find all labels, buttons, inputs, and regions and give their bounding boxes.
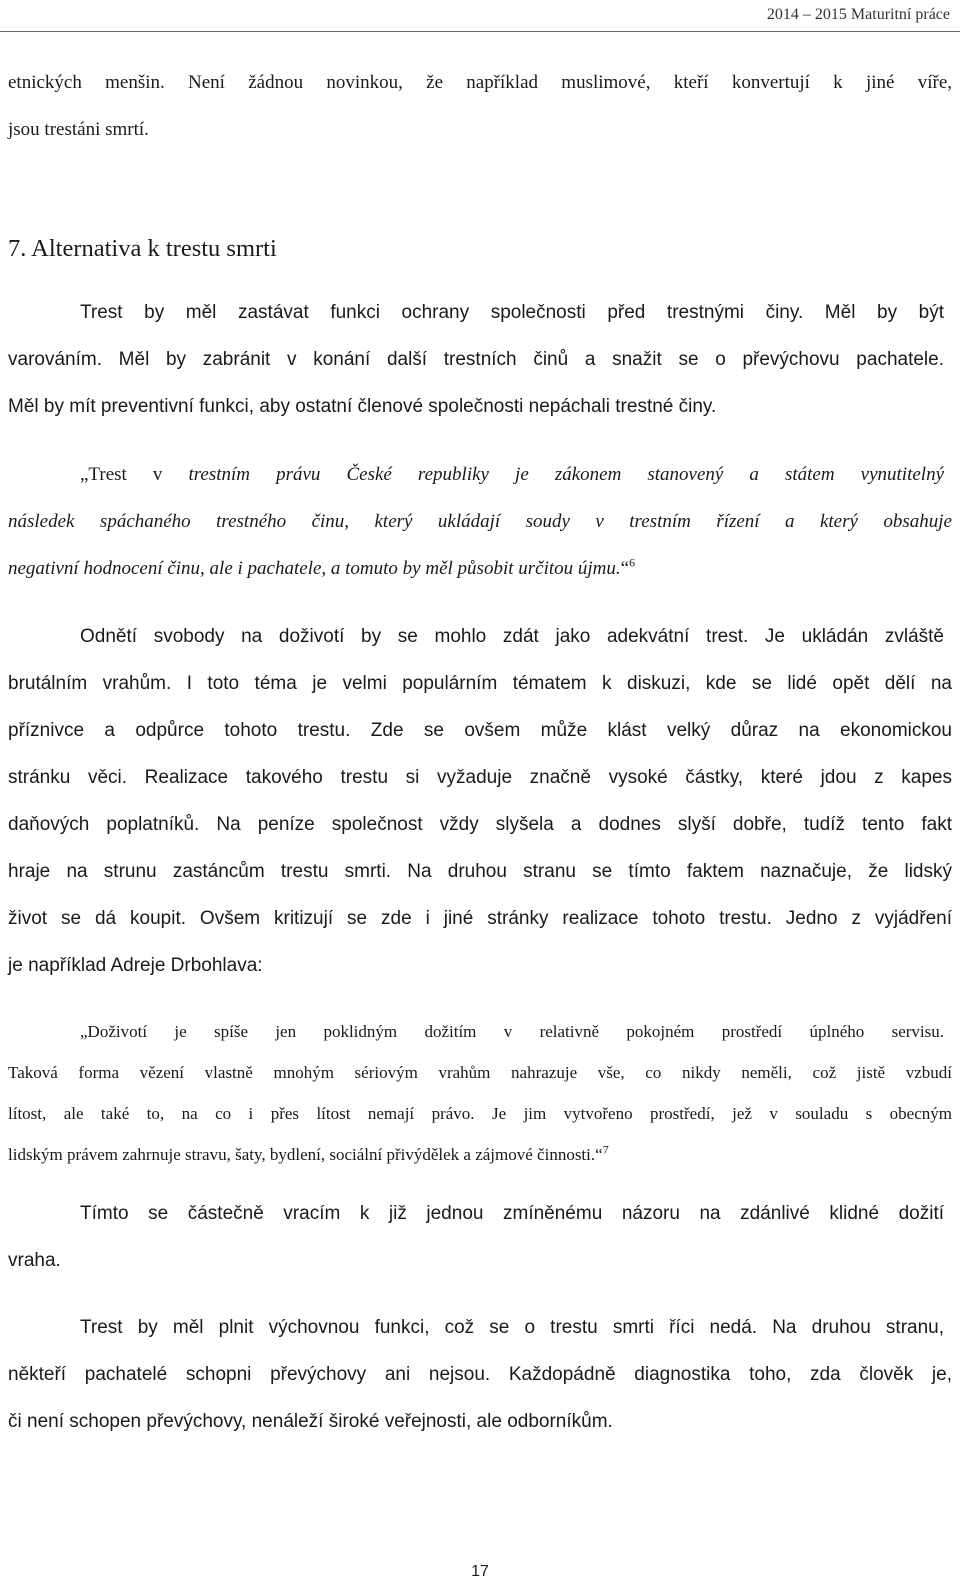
quote-line: negativní hodnocení činu, ale i pachatele, a tomuto by měl působit určitou újmu.“$^6$ — [8, 555, 636, 579]
text-line: hraje na strunu zastáncům trestu smrti. Na druhou stranu se tímto faktem naznačuje, že lidský — [8, 861, 952, 882]
text-line: Trest by měl zastávat funkci ochrany společnosti před trestnými činy. Měl by být — [80, 302, 944, 323]
text-line: Měl by mít preventivní funkci, aby ostatní členové společnosti nepáchali trestné činy. — [8, 396, 717, 417]
text-line: brutálním vrahům. I toto téma je velmi populárním tématem k diskuzi, kde se lidé opět dělí na — [8, 673, 952, 694]
quote-line: „Doživotí je spíše jen poklidným dožitím v relativně pokojném prostředí úplného servisu. — [80, 1022, 944, 1041]
footnote-marker: 6 — [629, 555, 636, 570]
text-line: život se dá koupit. Ovšem kritizují se zde i jiné stránky realizace tohoto trestu. Jedno z vyjádření — [8, 908, 952, 929]
text-line: jsou trestáni smrtí. — [8, 119, 149, 140]
quote-line: následek spáchaného trestného činu, který ukládají soudy v trestním řízení a který obsahuje — [8, 511, 952, 532]
page-number: 17 — [471, 1563, 489, 1580]
text-line: vraha. — [8, 1250, 61, 1271]
text-line: či není schopen převýchovy, nenáleží široké veřejnosti, ale odborníkům. — [8, 1411, 613, 1432]
text-line: někteří pachatelé schopni převýchovy ani nejsou. Každopádně diagnostika toho, zda člověk je, — [8, 1364, 952, 1385]
quote-line: lidským právem zahrnuje stravu, šaty, bydlení, sociální přivýdělek a zájmové činnosti.“$^7$ — [8, 1142, 609, 1164]
text-line: stránku věci. Realizace takového trestu si vyžaduje značně vysoké částky, které jdou z kapes — [8, 767, 952, 788]
header-rule — [0, 31, 960, 32]
text-line: Tímto se částečně vracím k již jednou zmíněnému názoru na zdánlivé klidné dožití — [80, 1203, 944, 1224]
quote-line: Taková forma vězení vlastně mnohým sériovým vrahům nahrazuje vše, co nikdy neměli, což jistě vzbudí — [8, 1063, 952, 1082]
running-header: 2014 – 2015 Maturitní práce — [766, 6, 950, 23]
text-line: varováním. Měl by zabránit v konání další trestních činů a snažit se o převýchovu pachatele. — [8, 349, 944, 370]
text-line: příznivce a odpůrce tohoto trestu. Zde se ovšem může klást velký důraz na ekonomickou — [8, 720, 952, 741]
footnote-marker: 7 — [602, 1142, 609, 1157]
text-line: je například Adreje Drbohlava: — [8, 955, 263, 976]
text-line: daňových poplatníků. Na peníze společnost vždy slyšela a dodnes slyší dobře, tudíž tento fakt — [8, 814, 952, 835]
text-line: etnických menšin. Není žádnou novinkou, že například muslimové, kteří konvertují k jiné víře, — [8, 72, 952, 93]
text-line: Odnětí svobody na doživotí by se mohlo zdát jako adekvátní trest. Je ukládán zvláště — [80, 626, 944, 647]
section-heading: 7. Alternativa k trestu smrti — [8, 235, 277, 262]
quote-line: „Trest v trestním právu České republiky je zákonem stanovený a státem vynutitelný — [80, 464, 944, 485]
quote-line: lítost, ale také to, na co i přes lítost nemají právo. Je jim vytvořeno prostředí, jež v souladu s obecným — [8, 1104, 952, 1123]
text-line: Trest by měl plnit výchovnou funkci, což se o trestu smrti říci nedá. Na druhou stranu, — [80, 1317, 944, 1338]
